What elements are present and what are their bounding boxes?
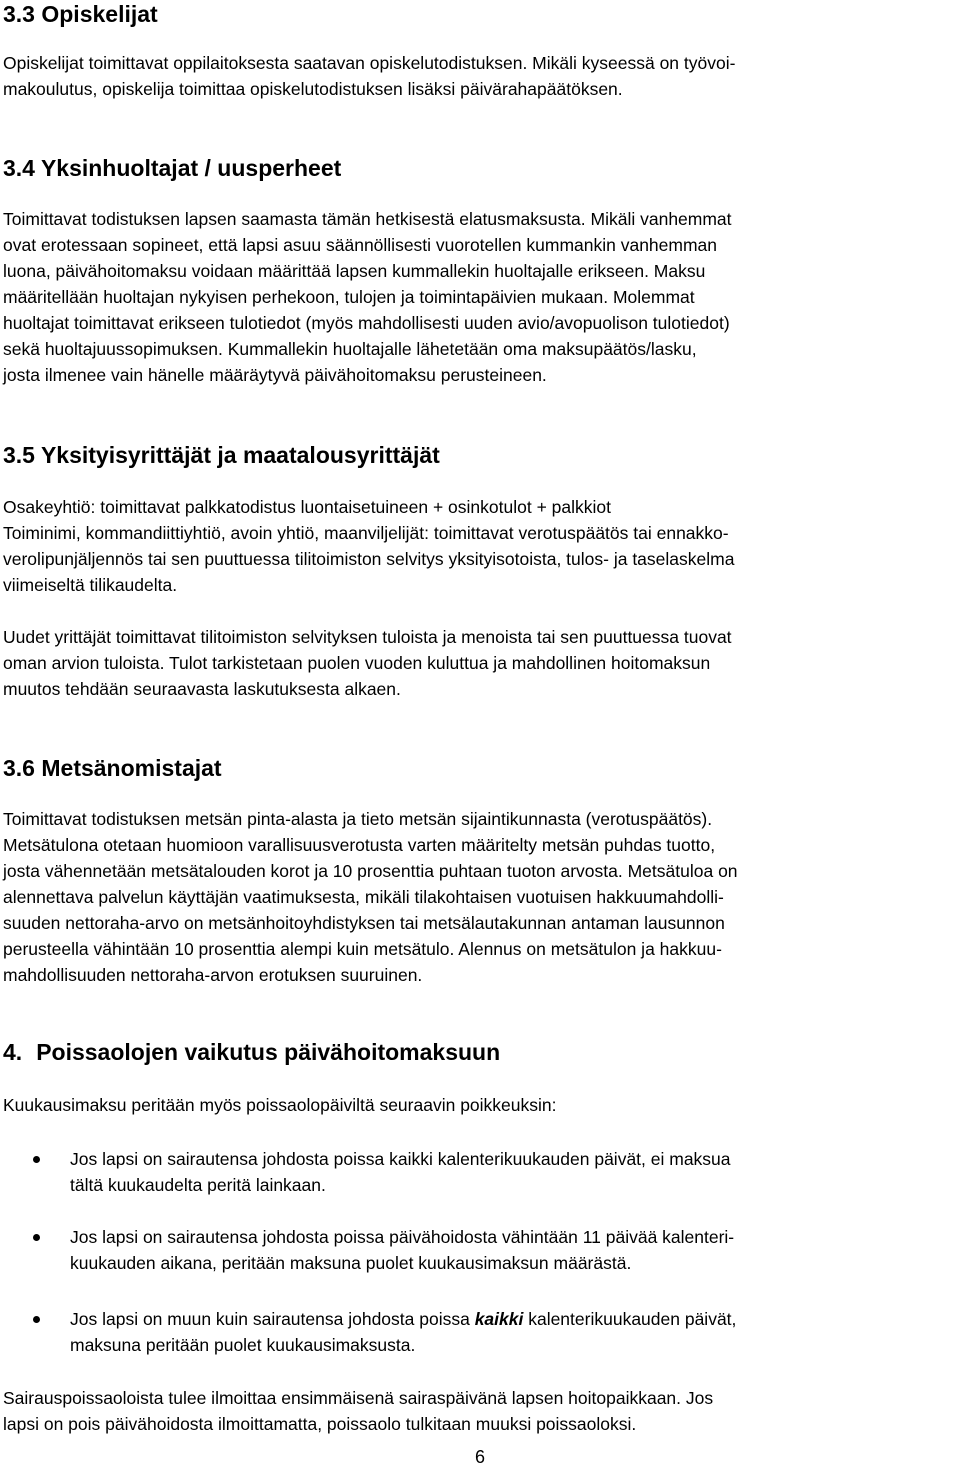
list-item-line: kuukauden aikana, peritään maksuna puolet kuukausimaksun määrästä. (70, 1253, 632, 1273)
list-item-line (70, 1306, 957, 1332)
paragraph-line: Uudet yrittäjät toimittavat tilitoimiston selvityksen tuloista ja menoista tai sen puuttuessa tuovat (3, 627, 732, 647)
section-4 (3, 1038, 957, 1066)
section-3-4-heading: 3.4 Yksinhuoltajat / uusperheet (3, 155, 342, 181)
paragraph-line: Metsätulona otetaan huomioon varallisuusverotusta varten määritelty metsän puhdas tuotto, (3, 835, 716, 855)
list-item-text: kalenterikuukauden päivät, (523, 1309, 737, 1329)
paragraph-line: Toimittavat todistuksen metsän pinta-alasta ja tieto metsän sijaintikunnasta (verotuspäätös). (3, 809, 713, 829)
section-3-3 (3, 0, 957, 28)
list-item-text: Jos lapsi on muun kuin sairautensa johdosta poissa (70, 1309, 475, 1329)
bullet-icon (33, 1156, 40, 1163)
bullet-list (3, 1146, 957, 1198)
section-3-6 (3, 754, 957, 782)
bullet-icon (33, 1316, 40, 1323)
paragraph-line: Kuukausimaksu peritään myös poissaolopäiviltä seuraavin poikkeuksin: (3, 1095, 557, 1115)
emphasis-text: kaikki (474, 1309, 524, 1329)
section-3-5-body-a (3, 494, 957, 598)
bullet-icon (33, 1234, 40, 1241)
paragraph-line: Toiminimi, kommandiittiyhtiö, avoin yhtiö, maanviljelijät: toimittavat verotuspäätös tai ennakko- (3, 523, 729, 543)
paragraph-line: josta ilmenee vain hänelle määräytyvä päivähoitomaksu perusteineen. (3, 365, 547, 385)
section-4-heading (3, 1038, 957, 1066)
section-4-closing (3, 1385, 957, 1437)
paragraph-line: huoltajat toimittavat erikseen tulotiedot (myös mahdollisesti uuden avio/avopuolison tulotiedot) (3, 313, 730, 333)
section-3-5-heading: 3.5 Yksityisyrittäjät ja maatalousyrittäjät (3, 442, 440, 468)
section-3-5 (3, 441, 957, 469)
paragraph-line: mahdollisuuden nettoraha-arvon erotuksen suuruinen. (3, 965, 423, 985)
section-3-4-body (3, 206, 957, 388)
section-3-4 (3, 154, 957, 182)
paragraph-line: viimeiseltä tilikaudelta. (3, 575, 178, 595)
list-item-line: Jos lapsi on sairautensa johdosta poissa kaikki kalenterikuukauden päivät, ei maksua (70, 1149, 731, 1169)
paragraph-line: luona, päivähoitomaksu voidaan määrittää lapsen kummallekin huoltajalle erikseen. Maksu (3, 261, 706, 281)
paragraph-line: Toimittavat todistuksen lapsen saamasta tämän hetkisestä elatusmaksusta. Mikäli vanhemmat (3, 209, 732, 229)
paragraph-line: sekä huoltajuussopimuksen. Kummallekin huoltajalle lähetetään oma maksupäätös/lasku, (3, 339, 697, 359)
paragraph-line: määritellään huoltajan nykyisen perhekoon, tulojen ja toimintapäivien mukaan. Molemmat (3, 287, 695, 307)
section-3-3-heading: 3.3 Opiskelijat (3, 1, 158, 27)
section-4-heading-text: Poissaolojen vaikutus päivähoitomaksuun (36, 1039, 501, 1065)
paragraph-line: Opiskelijat toimittavat oppilaitoksesta saatavan opiskelutodistuksen. Mikäli kyseessä on työvoi- (3, 53, 736, 73)
list-item (3, 1306, 957, 1358)
paragraph-line: muutos tehdään seuraavasta laskutuksesta alkaen. (3, 679, 401, 699)
section-4-intro (3, 1092, 957, 1118)
paragraph-line: ovat erotessaan sopineet, että lapsi asuu säännöllisesti vuorotellen kummankin vanhemman (3, 235, 718, 255)
paragraph-line: oman arvion tuloista. Tulot tarkistetaan puolen vuoden kuluttua ja mahdollinen hoitomaksun (3, 653, 711, 673)
paragraph-line: josta vähennetään metsätalouden korot ja 10 prosenttia puhtaan tuoton arvosta. Metsätuloa on (3, 861, 738, 881)
bullet-list (3, 1306, 957, 1358)
list-item (3, 1146, 957, 1198)
bullet-list (3, 1224, 957, 1276)
paragraph-line: lapsi on pois päivähoidosta ilmoittamatta, poissaolo tulkitaan muuksi poissaoloksi. (3, 1414, 637, 1434)
list-item-line: Jos lapsi on sairautensa johdosta poissa päivähoidosta vähintään 11 päivää kalenteri- (70, 1227, 735, 1247)
paragraph-line: makoulutus, opiskelija toimittaa opiskelutodistuksen lisäksi päivärahapäätöksen. (3, 79, 623, 99)
paragraph-line: alennettava palvelun käyttäjän vaatimuksesta, mikäli tilakohtaisen vuotuisen hakkuumahdolli- (3, 887, 724, 907)
paragraph-line: Osakeyhtiö: toimittavat palkkatodistus luontaisetuineen + osinkotulot + palkkiot (3, 497, 611, 517)
section-3-5-body-b (3, 624, 957, 702)
list-item-line: tältä kuukaudelta peritä lainkaan. (70, 1175, 326, 1195)
paragraph-line: suuden nettoraha-arvo on metsänhoitoyhdistyksen tai metsälautakunnan antaman lausunnon (3, 913, 725, 933)
section-3-3-body (3, 50, 957, 102)
paragraph-line: perusteella vähintään 10 prosenttia alempi kuin metsätulo. Alennus on metsätulon ja hakkuu- (3, 939, 722, 959)
paragraph-line: Sairauspoissaoloista tulee ilmoittaa ensimmäisenä sairaspäivänä lapsen hoitopaikkaan. Jos (3, 1388, 714, 1408)
section-4-heading-number: 4. (3, 1039, 23, 1065)
paragraph-line: verolipunjäljennös tai sen puuttuessa tilitoimiston selvitys yksityisotoista, tulos- ja taselaskelma (3, 549, 735, 569)
section-3-6-body (3, 806, 957, 988)
list-item (3, 1224, 957, 1276)
section-3-6-heading: 3.6 Metsänomistajat (3, 755, 222, 781)
page-number: 6 (474, 1447, 485, 1467)
list-item-line: maksuna peritään puolet kuukausimaksusta. (70, 1335, 416, 1355)
